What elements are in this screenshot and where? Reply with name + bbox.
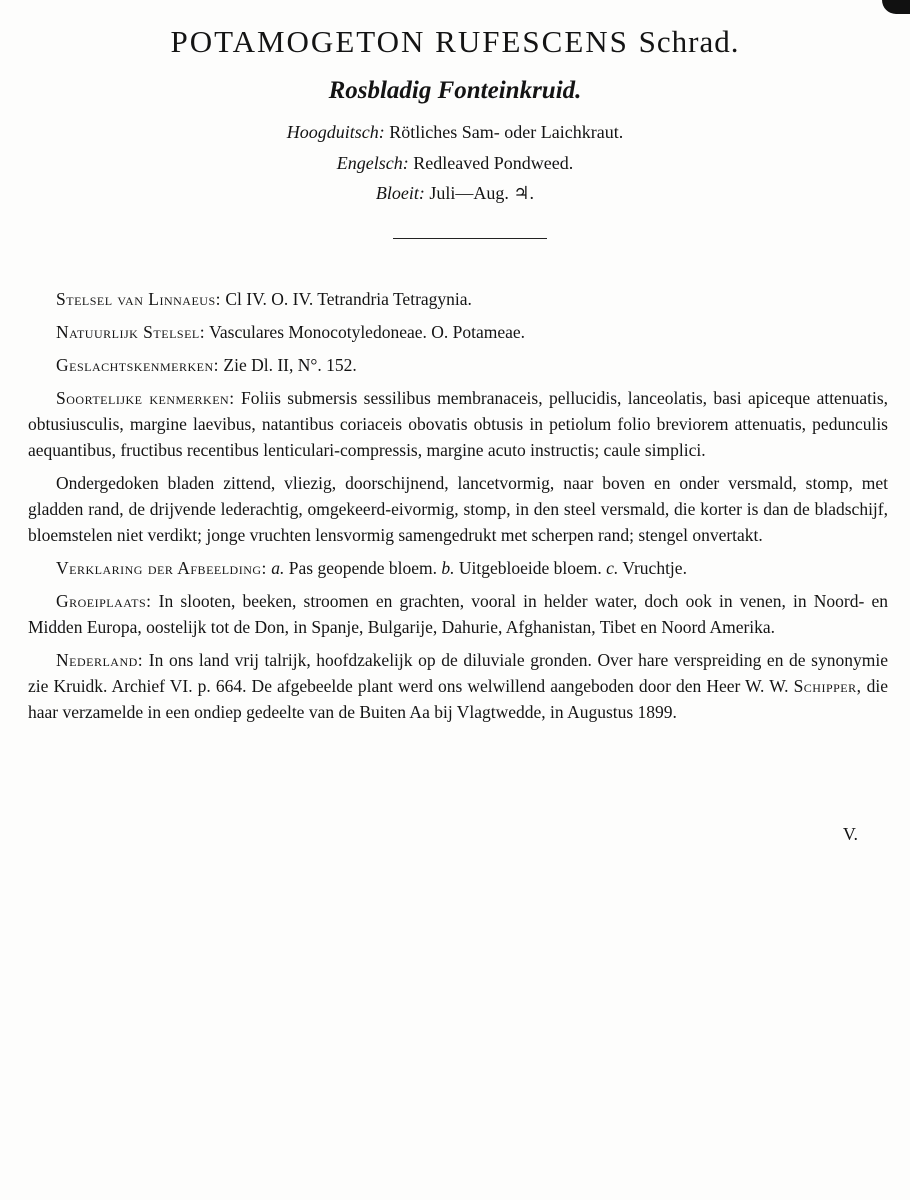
english-name-line bbox=[0, 151, 910, 175]
dutch-description-section bbox=[28, 470, 888, 548]
species-characteristics-section bbox=[28, 385, 888, 463]
page-corner-mark bbox=[882, 0, 910, 14]
figure-key-c: c. bbox=[606, 558, 619, 578]
linnaeus-text: Cl IV. O. IV. Tetrandria Tetragynia. bbox=[225, 289, 472, 309]
netherlands-section bbox=[28, 647, 888, 725]
natural-system-section bbox=[56, 319, 888, 345]
german-value: Rötliches Sam- oder Laichkraut. bbox=[389, 122, 624, 142]
species-characteristics-label: Soortelijke kenmerken: bbox=[56, 388, 235, 408]
natural-system-text: Vasculares Monocotyledoneae. O. Potameae. bbox=[209, 322, 526, 342]
habitat-text: In slooten, beeken, stroomen en grachten, vooral in helder water, doch ook in venen, in Noord- en Midden Europa, oostelijk tot de Don, in Spanje, Bulgarije, Dahurie, Afghanistan, Tibet en Noord Amerika. bbox=[28, 591, 888, 637]
species-characteristics-text: Foliis submersis sessilibus membranaceis, pellucidis, lanceolatis, basi apiceque attenuatis, obtusiusculis, margine laevibus, natantibus coriaceis obovatis obtusis in petiolum folio breviorem attenuatis, pedunculis aequantibus, fructibus recentibus lenticulari-compressis, margine acuto instructis; caule simplici. bbox=[28, 388, 888, 460]
figure-text-a: Pas geopende bloem. bbox=[288, 558, 438, 578]
bloom-label: Bloeit: bbox=[375, 183, 425, 203]
german-label: Hoogduitsch: bbox=[286, 122, 385, 142]
habitat-label: Groeiplaats: bbox=[56, 591, 152, 611]
linnaeus-label: Stelsel van Linnaeus: bbox=[56, 289, 221, 309]
bloom-line bbox=[0, 181, 910, 205]
natural-system-label: Natuurlijk Stelsel: bbox=[56, 322, 206, 342]
netherlands-label: Nederland: bbox=[56, 650, 144, 670]
figure-text-b: Uitgebloeide bloem. bbox=[458, 558, 602, 578]
genus-section bbox=[56, 352, 888, 378]
description-body bbox=[28, 286, 888, 732]
figure-key-a: a. bbox=[271, 558, 285, 578]
bloom-value: Juli—Aug. ♃. bbox=[429, 183, 535, 203]
genus-label: Geslachtskenmerken: bbox=[56, 355, 220, 375]
english-label: Engelsch: bbox=[336, 153, 409, 173]
german-name-line bbox=[0, 120, 910, 144]
title-divider bbox=[393, 238, 547, 239]
genus-text: Zie Dl. II, N°. 152. bbox=[223, 355, 357, 375]
habitat-section bbox=[28, 588, 888, 640]
netherlands-text-1: In ons land vrij talrijk, hoofdzakelijk op de diluviale gronden. Over hare verspreiding en de synonymie zie Kruidk. Archief VI. p. 664. De afgebeelde plant werd ons welwillend aangeboden door den Heer W. W. bbox=[28, 650, 888, 696]
figure-explanation-label: Verklaring der Afbeelding: bbox=[56, 558, 267, 578]
english-value: Redleaved Pondweed. bbox=[413, 153, 574, 173]
netherlands-text-2: die haar verzamelde in een ondiep gedeelte van de Buiten Aa bij Vlagtwedde, in Augustus 1899. bbox=[28, 676, 888, 722]
species-name: POTAMOGETON RUFESCENS bbox=[170, 24, 629, 59]
dutch-description-text: Ondergedoken bladen zittend, vliezig, doorschijnend, lancetvormig, naar boven en onder versmald, stomp, met gladden rand, de drijvende lederachtig, omgekeerd-eivormig, stomp, in den steel versmald, die korter is dan de bladschijf, bloemstelen niet verdikt; jonge vruchten lensvormig samengedrukt met scherpen rand; stengel onvertakt. bbox=[28, 473, 888, 545]
author-signature: V. bbox=[842, 824, 858, 844]
netherlands-person-name: Schipper, bbox=[793, 676, 862, 696]
common-name: Rosbladig Fonteinkruid. bbox=[328, 77, 582, 104]
figure-explanation-section bbox=[56, 555, 888, 581]
figure-text-c: Vruchtje. bbox=[622, 558, 687, 578]
species-title bbox=[0, 22, 910, 62]
figure-key-b: b. bbox=[441, 558, 455, 578]
linnaeus-section bbox=[56, 286, 888, 312]
species-author: Schrad. bbox=[638, 24, 740, 59]
